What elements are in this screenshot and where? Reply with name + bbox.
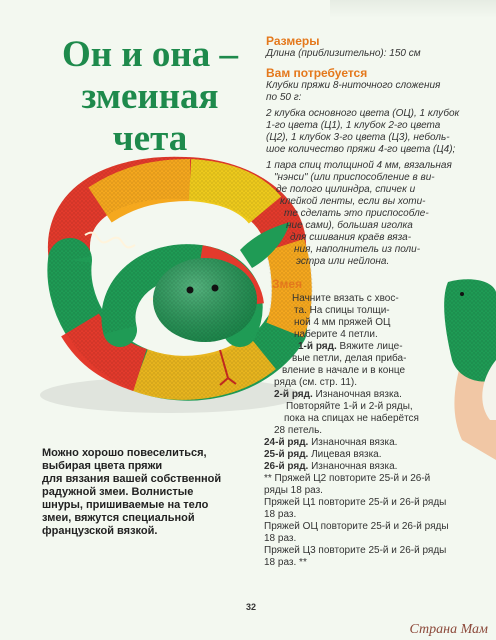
instruction-line: Начните вязать с хвос- bbox=[292, 293, 399, 304]
page-title bbox=[40, 34, 260, 160]
caption-line: для вязания вашей собственной bbox=[42, 473, 222, 485]
watermark: Страна Мам bbox=[409, 622, 488, 637]
caption-line: выбирая цвета пряжи bbox=[42, 460, 163, 472]
materials-line: 1 пара спиц толщиной 4 мм, вязальная bbox=[266, 160, 452, 171]
title-line: чета bbox=[112, 118, 188, 159]
materials-line: для сшивания краёв вяза- bbox=[290, 232, 412, 243]
instruction-line: пока на спицах не наберётся bbox=[284, 413, 419, 424]
instruction-line: ной 4 мм пряжей ОЦ bbox=[294, 317, 391, 328]
instruction-line: 2-й ряд. Изнаночная вязка. bbox=[274, 389, 402, 400]
materials-line: шое количество пряжи 4-го цвета (Ц4); bbox=[266, 144, 456, 155]
materials-column bbox=[266, 34, 490, 268]
caption-line: радужной змеи. Волнистые bbox=[42, 486, 194, 498]
eye-icon bbox=[460, 292, 464, 296]
instruction-line: ряда (см. стр. 11). bbox=[274, 377, 357, 388]
title-line: Он и она – bbox=[62, 34, 238, 75]
instruction-line: 26-й ряд. Изнаночная вязка. bbox=[264, 461, 398, 472]
materials-line: ния, наполнитель из поли- bbox=[294, 244, 421, 255]
instruction-line: та. На спицы толщи- bbox=[294, 305, 390, 316]
materials-line: (Ц2), 1 клубок 3-го цвета (Ц3), неболь- bbox=[266, 132, 450, 143]
materials-line: де полого цилиндра, спичек и bbox=[276, 184, 416, 195]
instruction-line: 25-й ряд. Лицевая вязка. bbox=[264, 449, 382, 460]
instruction-line: 24-й ряд. Изнаночная вязка. bbox=[264, 437, 398, 448]
instruction-line: ряды 18 раз. bbox=[264, 485, 323, 496]
caption-line: Можно хорошо повеселиться, bbox=[42, 447, 207, 459]
instruction-line: вление в начале и в конце bbox=[282, 365, 406, 376]
instruction-line: вые петли, делая приба- bbox=[292, 353, 407, 364]
caption-line: змеи, вяжутся специальной bbox=[42, 512, 195, 524]
instruction-line: 28 петель. bbox=[274, 425, 323, 436]
eye-icon bbox=[212, 285, 219, 292]
materials-line: эстра или нейлона. bbox=[296, 256, 390, 267]
materials-line: клейкой ленты, если вы хоти- bbox=[280, 196, 426, 207]
sizes-heading: Размеры bbox=[266, 34, 320, 48]
snake-heading: Змея bbox=[272, 277, 303, 291]
photo-caption bbox=[42, 447, 252, 538]
materials-line: по 50 г: bbox=[266, 92, 302, 103]
snake-instructions bbox=[264, 293, 449, 569]
page-number: 32 bbox=[246, 602, 257, 612]
wavy-cord bbox=[85, 233, 135, 248]
instruction-line: наберите 4 петли. bbox=[294, 329, 378, 340]
instruction-line: Пряжей Ц3 повторите 25-й и 26-й ряды bbox=[264, 545, 447, 556]
hand-puppet-photo bbox=[444, 279, 496, 460]
materials-line: "нэнси" (или приспособление в ви- bbox=[274, 172, 435, 183]
materials-line: 1-го цвета (Ц1), 1 клубок 2-го цвета bbox=[266, 120, 441, 131]
title-line: змеиная bbox=[81, 76, 219, 117]
instruction-line: 1-й ряд. Вяжите лице- bbox=[298, 341, 403, 352]
caption-line: французской вязкой. bbox=[42, 525, 158, 537]
materials-line: те сделать это приспособле- bbox=[284, 208, 429, 219]
instruction-line: 18 раз. ** bbox=[264, 557, 307, 568]
materials-line: Клубки пряжи 8-ниточного сложения bbox=[266, 80, 441, 91]
instruction-line: 18 раз. bbox=[264, 509, 297, 520]
instruction-line: 18 раз. bbox=[264, 533, 297, 544]
caption-line: шнуры, пришиваемые на тело bbox=[42, 499, 209, 511]
instruction-line: Повторяйте 1-й и 2-й ряды, bbox=[286, 401, 413, 412]
instruction-line: Пряжей Ц1 повторите 25-й и 26-й ряды bbox=[264, 497, 447, 508]
materials-heading: Вам потребуется bbox=[266, 66, 368, 80]
sizes-text: Длина (приблизительно): 150 см bbox=[266, 48, 421, 59]
eye-icon bbox=[187, 287, 194, 294]
materials-line: 2 клубка основного цвета (ОЦ), 1 клубок bbox=[266, 108, 460, 119]
materials-line: ние сами), большая иголка bbox=[286, 220, 413, 231]
instruction-line: Пряжей ОЦ повторите 25-й и 26-й ряды bbox=[264, 521, 449, 532]
instruction-line: ** Пряжей Ц2 повторите 25-й и 26-й bbox=[264, 473, 431, 484]
